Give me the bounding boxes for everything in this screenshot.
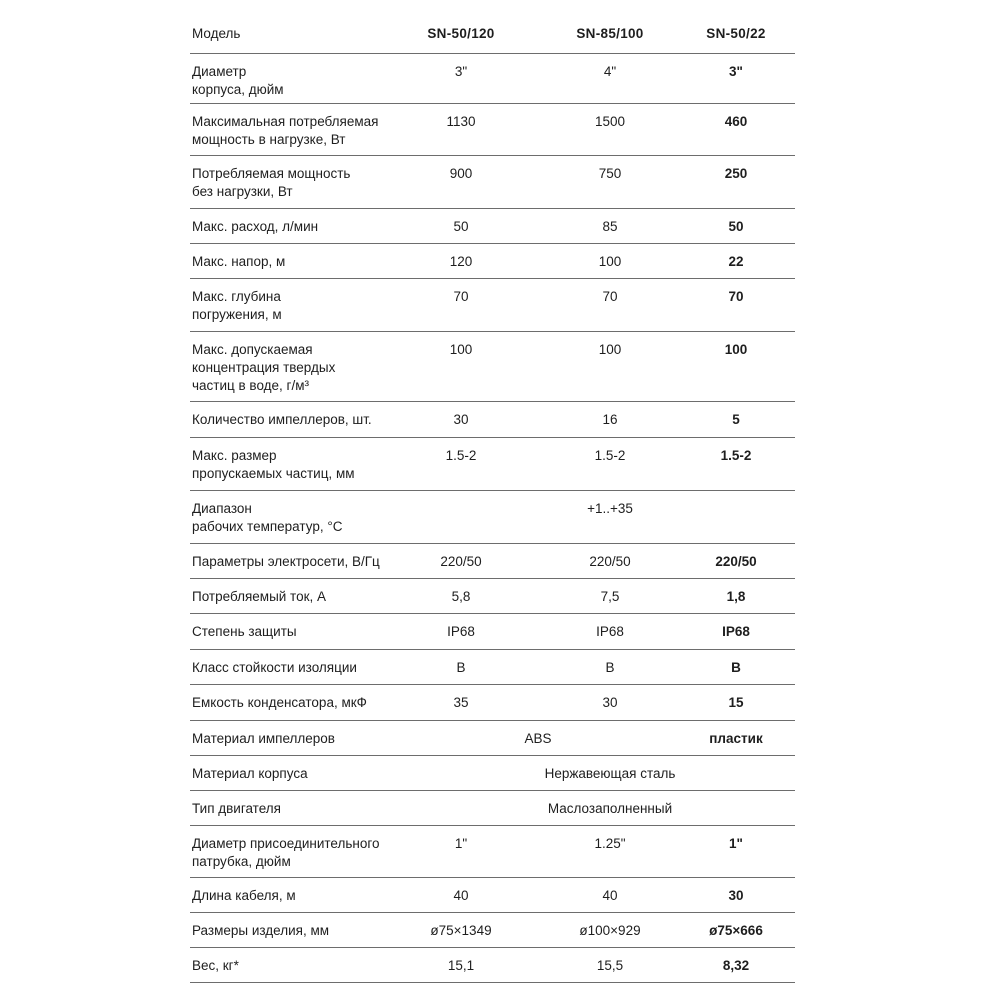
value-model-1: 1" [454, 836, 468, 851]
value-model-2: 15,5 [596, 958, 624, 973]
spec-label: Степень защиты [192, 624, 297, 639]
spec-row [190, 948, 795, 983]
value-model-3: 3" [729, 64, 743, 79]
value-all-models: +1..+35 [587, 501, 633, 516]
spec-label: Потребляемая мощность без нагрузки, Вт [192, 166, 351, 199]
value-model-2: 100 [598, 254, 622, 269]
spec-label: Потребляемый ток, А [192, 589, 327, 604]
spec-row [190, 579, 795, 614]
spec-label: Диаметр присоединительного патрубка, дюйм [192, 836, 380, 869]
spec-row [190, 878, 795, 913]
value-model-1: 120 [449, 254, 473, 269]
value-model-2: ø100×929 [579, 923, 641, 938]
value-model-2: 70 [602, 289, 618, 304]
header-row [190, 16, 795, 54]
spec-row [190, 544, 795, 579]
value-model-2: 1.5-2 [594, 448, 626, 463]
value-model-3: 22 [728, 254, 744, 269]
spec-label: Количество импеллеров, шт. [192, 412, 372, 427]
spec-table [190, 16, 795, 983]
value-model-1: 30 [453, 412, 469, 427]
value-model-3: 220/50 [715, 554, 757, 569]
spec-row [190, 54, 795, 104]
value-model-1: 70 [453, 289, 469, 304]
spec-row [190, 650, 795, 685]
value-model-3: 1,8 [726, 589, 746, 604]
value-model-2: 1500 [594, 114, 626, 129]
value-model-2: 220/50 [589, 554, 631, 569]
spec-label: Емкость конденсатора, мкФ [192, 695, 367, 710]
spec-row [190, 279, 795, 332]
value-model-3: 1.5-2 [720, 448, 752, 463]
spec-row [190, 756, 795, 791]
value-model-1: ø75×1349 [430, 923, 492, 938]
spec-label: Диапазон рабочих температур, °С [192, 501, 343, 534]
value-model-2: 40 [602, 888, 618, 903]
spec-row [190, 104, 795, 156]
value-model-3: пластик [709, 731, 763, 746]
value-models-1-2: ABS [524, 731, 552, 746]
spec-row [190, 491, 795, 544]
value-model-2: 1.25" [594, 836, 626, 851]
spec-label: Материал корпуса [192, 766, 308, 781]
spec-row [190, 332, 795, 402]
spec-row [190, 614, 795, 650]
model-2-header: SN-85/100 [576, 26, 644, 41]
spec-label: Макс. расход, л/мин [192, 219, 319, 234]
spec-label: Макс. допускаемая концентрация твердых частиц в воде, г/м³ [192, 342, 336, 393]
spec-row [190, 438, 795, 491]
spec-label: Диаметр корпуса, дюйм [192, 64, 284, 97]
spec-row [190, 791, 795, 826]
value-model-1: 100 [449, 342, 473, 357]
value-model-1: B [456, 660, 466, 675]
spec-label: Максимальная потребляемая мощность в нагрузке, Вт [192, 114, 379, 147]
value-model-3: 1" [729, 836, 743, 851]
spec-label: Вес, кг* [192, 958, 239, 973]
value-model-2: 30 [602, 695, 618, 710]
header-label: Модель [192, 26, 241, 41]
spec-label: Параметры электросети, В/Гц [192, 554, 380, 569]
spec-label: Макс. глубина погружения, м [192, 289, 282, 322]
spec-row [190, 721, 795, 756]
model-3-header: SN-50/22 [706, 26, 766, 41]
value-model-1: 40 [453, 888, 469, 903]
value-model-3: 15 [728, 695, 744, 710]
spec-label: Класс стойкости изоляции [192, 660, 357, 675]
value-model-3: 460 [724, 114, 748, 129]
value-all-models: Нержавеющая сталь [544, 766, 676, 781]
spec-label: Длина кабеля, м [192, 888, 296, 903]
value-model-2: 85 [602, 219, 618, 234]
spec-row [190, 685, 795, 721]
value-model-1: 1130 [446, 114, 476, 129]
value-model-1: 900 [449, 166, 473, 181]
value-model-2: 4" [603, 64, 617, 79]
value-model-3: ø75×666 [709, 923, 763, 938]
value-model-3: 30 [728, 888, 744, 903]
spec-row [190, 402, 795, 438]
spec-label: Тип двигателя [192, 801, 281, 816]
value-all-models: Маслозаполненный [547, 801, 673, 816]
spec-row [190, 156, 795, 209]
value-model-3: 250 [724, 166, 748, 181]
value-model-1: 220/50 [440, 554, 482, 569]
value-model-2: IP68 [596, 624, 624, 639]
value-model-2: 100 [598, 342, 622, 357]
value-model-1: IP68 [447, 624, 475, 639]
value-model-3: 100 [724, 342, 748, 357]
value-model-3: IP68 [722, 624, 750, 639]
model-1-header: SN-50/120 [427, 26, 495, 41]
value-model-3: 5 [732, 412, 740, 427]
spec-label: Макс. размер пропускаемых частиц, мм [192, 448, 355, 481]
spec-label: Макс. напор, м [192, 254, 286, 269]
value-model-2: 7,5 [600, 589, 620, 604]
value-model-1: 15,1 [447, 958, 475, 973]
value-model-2: B [605, 660, 615, 675]
value-model-2: 16 [602, 412, 618, 427]
value-model-3: 50 [728, 219, 744, 234]
spec-row [190, 209, 795, 244]
value-model-3: B [731, 660, 741, 675]
value-model-3: 8,32 [722, 958, 750, 973]
value-model-3: 70 [728, 289, 744, 304]
spec-row [190, 244, 795, 279]
value-model-1: 1.5-2 [445, 448, 477, 463]
spec-row [190, 913, 795, 948]
spec-row [190, 826, 795, 878]
spec-label: Материал импеллеров [192, 731, 335, 746]
spec-label: Размеры изделия, мм [192, 923, 330, 938]
value-model-1: 5,8 [451, 589, 471, 604]
value-model-1: 50 [453, 219, 469, 234]
value-model-1: 3" [454, 64, 468, 79]
value-model-2: 750 [598, 166, 622, 181]
value-model-1: 35 [453, 695, 469, 710]
